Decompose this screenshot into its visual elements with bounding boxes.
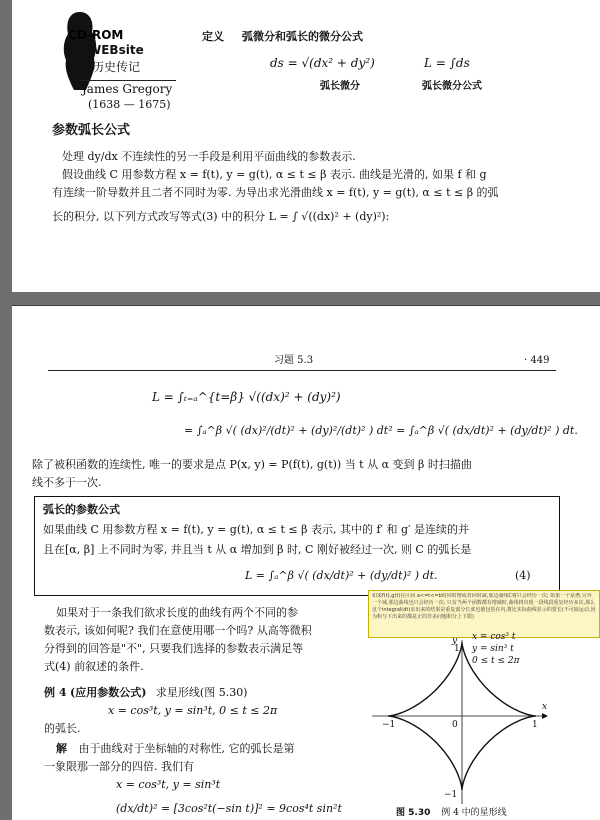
formula-box-eq-number: (4) xyxy=(515,569,531,582)
cdrom-line2: WEBsite xyxy=(88,43,144,57)
tick-y-neg: −1 xyxy=(444,790,458,800)
page-number xyxy=(524,354,549,368)
equation-line-1: L = ∫ₜ₌ₐ^{t=β} √((dx)² + (dy)²) xyxy=(152,390,341,404)
example-heading xyxy=(44,686,247,700)
cdrom-name: James Gregory xyxy=(82,82,173,96)
header-rule xyxy=(48,370,556,371)
formula-box-line-2: 且在[α, β] 上不同时为零, 并且当 t 从 α 增加到 β 时, C 刚好被经过一次, 则 C 的弧长是 xyxy=(43,543,472,556)
paragraph-2-line-3: 长的积分, 以下列方式改写等式(3) 中的积分 L = ∫ √((dx)² + (dy)²): xyxy=(52,210,390,223)
definition-caption-ds: 弧长微分 xyxy=(320,81,360,92)
paragraph-1: 处理 dy/dx 不连续性的另一手段是利用平面曲线的参数表示. xyxy=(62,150,356,163)
legend-t: 0 ≤ t ≤ 2π xyxy=(472,656,520,666)
tick-y-pos: 1 xyxy=(454,644,460,654)
cdrom-years: (1638 — 1675) xyxy=(88,98,171,111)
solution-eq-1: x = cos³t, y = sin³t xyxy=(116,778,221,791)
definition-formula-L: L = ∫ds xyxy=(424,56,470,70)
example-rest: 的弧长. xyxy=(44,722,81,735)
tick-zero: 0 xyxy=(452,720,458,730)
example-title: 求星形线(图 5.30) xyxy=(155,686,248,699)
page-number-value: 449 xyxy=(530,355,550,366)
paragraph-4-line-4: 式(4) 前叙述的条件. xyxy=(44,660,144,673)
section-title: 参数弧长公式 xyxy=(52,123,131,138)
definition-title: 弧微分和弧长的微分公式 xyxy=(242,30,363,43)
equation-line-2: = ∫ₐ^β √( (dx)²/(dt)² + (dy)²/(dt)² ) dt² = ∫ₐ^β √( (dx/dt)² + (dy/dt)² ) dt. xyxy=(184,424,578,437)
paragraph-2-line-2: 有连续一阶导数并且二者不同时为零. 为导出求光滑曲线 x = f(t), y = g(t), α ≤ t ≤ β 的弧 xyxy=(52,186,499,199)
formula-box xyxy=(34,496,560,596)
solution-text-1: 由于曲线对于坐标轴的对称性, 它的弧长是第 xyxy=(78,742,295,755)
running-header: 习题 5.3 xyxy=(274,355,314,366)
example-param: x = cos³t, y = sin³t, 0 ≤ t ≤ 2π xyxy=(108,704,278,717)
cdrom-line1: CD-ROM xyxy=(68,28,124,42)
figure-caption-label: 图 5.30 xyxy=(396,808,431,818)
legend-y: y = sin³ t xyxy=(472,644,514,654)
tick-x-pos: 1 xyxy=(532,720,538,730)
paragraph-4-line-2: 数表示, 该如何呢? 我们在意使用哪一个吗? 从高等微积 xyxy=(44,624,312,637)
example-tag: (应用参数公式) xyxy=(69,686,147,699)
figure-caption-text: 例 4 中的星形线 xyxy=(441,808,507,818)
legend-x: x = cos³ t xyxy=(472,632,516,642)
textbook-page-top xyxy=(12,0,600,292)
paragraph-3-line-1: 除了被积函数的连续性, 唯一的要求是点 P(x, y) = P(f(t), g(t)) 当 t 从 α 变到 β 时扫描曲 xyxy=(32,458,472,471)
definition-label: 定义 xyxy=(202,30,224,43)
astroid-figure xyxy=(372,632,598,819)
paragraph-3-line-2: 线不多于一次. xyxy=(32,476,102,489)
cdrom-line3: 历史传记 xyxy=(92,60,141,74)
formula-box-line-1: 如果曲线 C 用参数方程 x = f(t), y = g(t), α ≤ t ≤ β 表示, 其中的 f′ 和 g′ 是连续的并 xyxy=(43,523,470,536)
axis-x-label: x xyxy=(542,702,548,712)
axis-y-label: y xyxy=(452,636,458,646)
cdrom-divider xyxy=(80,80,176,81)
paragraph-4-line-1: 如果对于一条我们欲求长度的曲线有两个不同的参 xyxy=(56,606,298,619)
paragraph-2-line-1: 假设曲线 C 用参数方程 x = f(t), y = g(t), α ≤ t ≤ β 表示. 曲线是光滑的, 如果 f 和 g xyxy=(62,168,487,181)
solution-label: 解 xyxy=(56,742,67,755)
formula-box-formula: L = ∫ₐ^β √( (dx/dt)² + (dy/dt)² ) dt. xyxy=(245,569,438,582)
example-label: 例 4 xyxy=(44,686,67,699)
paragraph-4-line-3: 分得到的回答是"不", 只要我们选择的参数表示满足等 xyxy=(44,642,304,655)
tick-x-neg: −1 xyxy=(382,720,396,730)
cdrom-logo xyxy=(48,10,178,120)
definition-caption-L: 弧长微分公式 xyxy=(422,81,482,92)
solution-line-1 xyxy=(56,742,295,756)
sidebar-annotation-text: 如果f(t),g(t)在区间 a<=t<=b时同时增或者同时减,那边曲线C将只会经历一次; 如果一个是增,另外一个减,那边曲线也只会经历一次; 只有当两个函数都有增减时,曲线将出现一段线段重复经历多次,那么这个integral(dt)求出来的结果是重复部分长度也被包括在内,将比实际曲线显示的要长(不可取运动,因为积与下出来的都是正的非多问题积分上下限) xyxy=(372,593,596,620)
bullet-icon: · xyxy=(524,355,531,366)
formula-box-title: 弧长的参数公式 xyxy=(43,503,120,516)
solution-line-2: 一象限那一部分的四倍. 我们有 xyxy=(44,760,194,773)
solution-eq-2: (dx/dt)² = [3cos²t(−sin t)]² = 9cos⁴t sin²t xyxy=(116,802,342,815)
definition-formula-ds: ds = √(dx² + dy²) xyxy=(270,56,375,70)
figure-caption xyxy=(396,806,507,820)
